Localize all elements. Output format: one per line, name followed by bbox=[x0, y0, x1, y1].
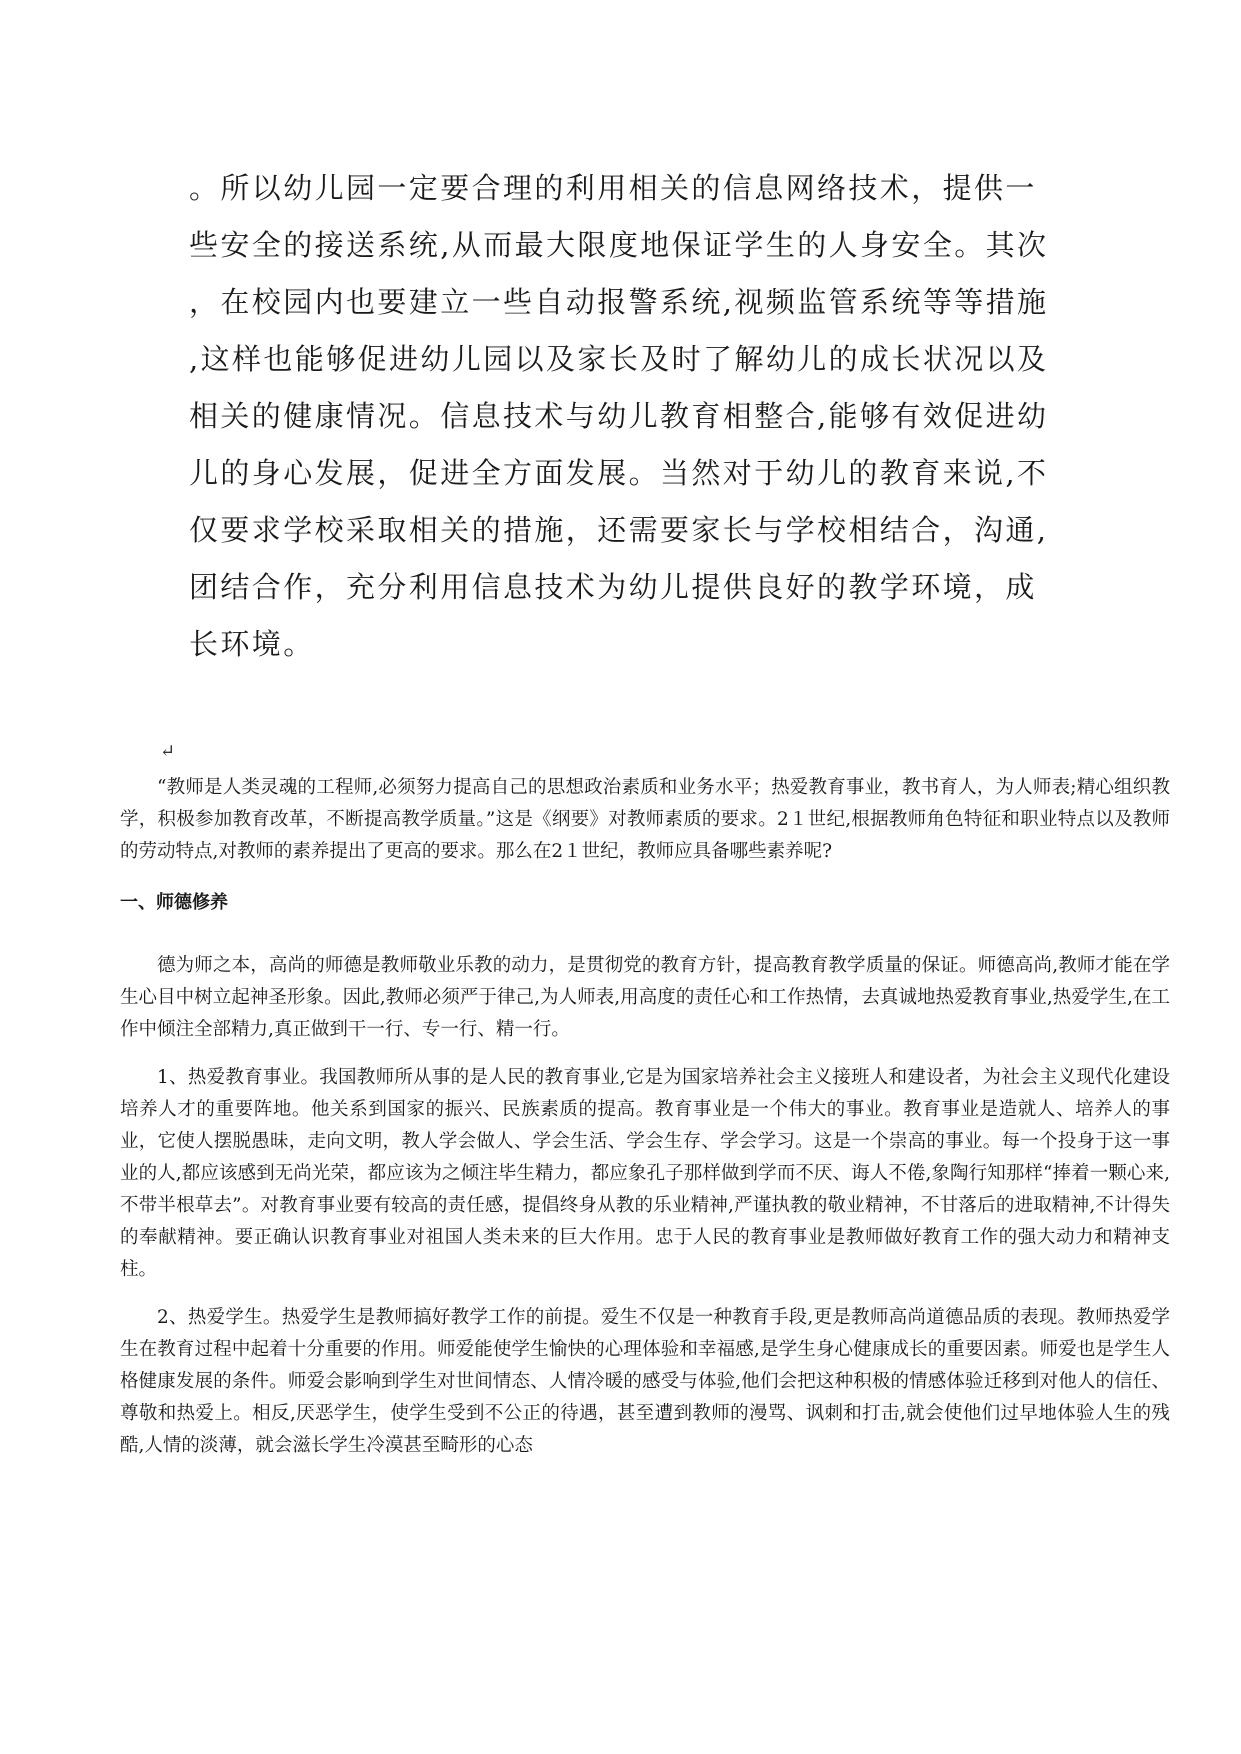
large-text-line: 团结合作，充分利用信息技术为幼儿提供良好的教学环境，成 bbox=[189, 570, 1037, 604]
large-text-line: ,这样也能够促进幼儿园以及家长及时了解幼儿的成长状况以及 bbox=[189, 342, 1049, 376]
large-text-line: ，在校园内也要建立一些自动报警系统,视频监管系统等等措施 bbox=[189, 285, 1049, 319]
large-text-line: 相关的健康情况。信息技术与幼儿教育相整合,能够有效促进幼 bbox=[189, 399, 1049, 433]
large-text-block bbox=[189, 160, 1069, 673]
paragraph-return-icon: ↵ bbox=[160, 741, 176, 762]
large-text-line: 仅要求学校采取相关的措施，还需要家长与学校相结合，沟通, bbox=[189, 513, 1049, 547]
body-text-block bbox=[120, 772, 1170, 1478]
paragraph-love-students: 2、热爱学生。热爱学生是教师搞好教学工作的前提。爱生不仅是一种教育手段,更是教师高尚道德品质的表现。教师热爱学生在教育过程中起着十分重要的作用。师爱能使学生愉快的心理体验和幸福感,是学生身心健康成长的重要因素。师爱也是学生人格健康发展的条件。师爱会影响到学生对世间情态、人情冷暖的感受与体验,他们会把这种积极的情感体验迁移到对他人的信任、尊敬和热爱上。相反,厌恶学生，使学生受到不公正的待遇，甚至遭到教师的漫骂、讽刺和打击,就会使他们过早地体验人生的残酷,人情的淡薄，就会滋长学生冷漠甚至畸形的心态 bbox=[120, 1307, 1170, 1456]
large-text-line: 长环境。 bbox=[189, 627, 315, 661]
paragraph-teacher-ethics: 德为师之本，高尚的师德是教师敬业乐教的动力，是贯彻党的教育方针，提高教育教学质量的保证。师德高尚,教师才能在学生心目中树立起神圣形象。因此,教师必须严于律己,为人师表,用高度的责任心和工作热情，去真诚地热爱教育事业,热爱学生,在工作中倾注全部精力,真正做到干一行、专一行、精一行。 bbox=[120, 955, 1170, 1040]
large-text-line: 。所以幼儿园一定要合理的利用相关的信息网络技术，提供一 bbox=[189, 171, 1037, 205]
paragraph-love-education: 1、热爱教育事业。我国教师所从事的是人民的教育事业,它是为国家培养社会主义接班人和建设者，为社会主义现代化建设培养人才的重要阵地。他关系到国家的振兴、民族素质的提高。教育事业是一个伟大的事业。教育事业是造就人、培养人的事业，它使人摆脱愚昧，走向文明，教人学会做人、学会生活、学会生存、学会学习。这是一个崇高的事业。每一个投身于这一事业的人,都应该感到无尚光荣，都应该为之倾注毕生精力，都应象孔子那样做到学而不厌、诲人不倦,象陶行知那样“捧着一颗心来,不带半根草去”。对教育事业要有较高的责任感，提倡终身从教的乐业精神,严谨执教的敬业精神，不甘落后的进取精神,不计得失的奉献精神。要正确认识教育事业对祖国人类未来的巨大作用。忠于人民的教育事业是教师做好教育工作的强大动力和精神支柱。 bbox=[120, 1067, 1170, 1280]
large-text-line: 些安全的接送系统,从而最大限度地保证学生的人身安全。其次 bbox=[189, 228, 1049, 262]
large-text-line: 儿的身心发展，促进全方面发展。当然对于幼儿的教育来说,不 bbox=[189, 456, 1049, 490]
intro-paragraph: “教师是人类灵魂的工程师,必须努力提高自己的思想政治素质和业务水平；热爱教育事业，教书育人，为人师表;精心组织教学，积极参加教育改革，不断提高教学质量。”这是《纲要》对教师素质的要求。2１世纪,根据教师角色特征和职业特点以及教师的劳动特点,对教师的素养提出了更高的要求。那么在2１世纪，教师应具备哪些素养呢? bbox=[120, 777, 1170, 862]
section-heading: 一、师德修养 bbox=[120, 892, 228, 913]
